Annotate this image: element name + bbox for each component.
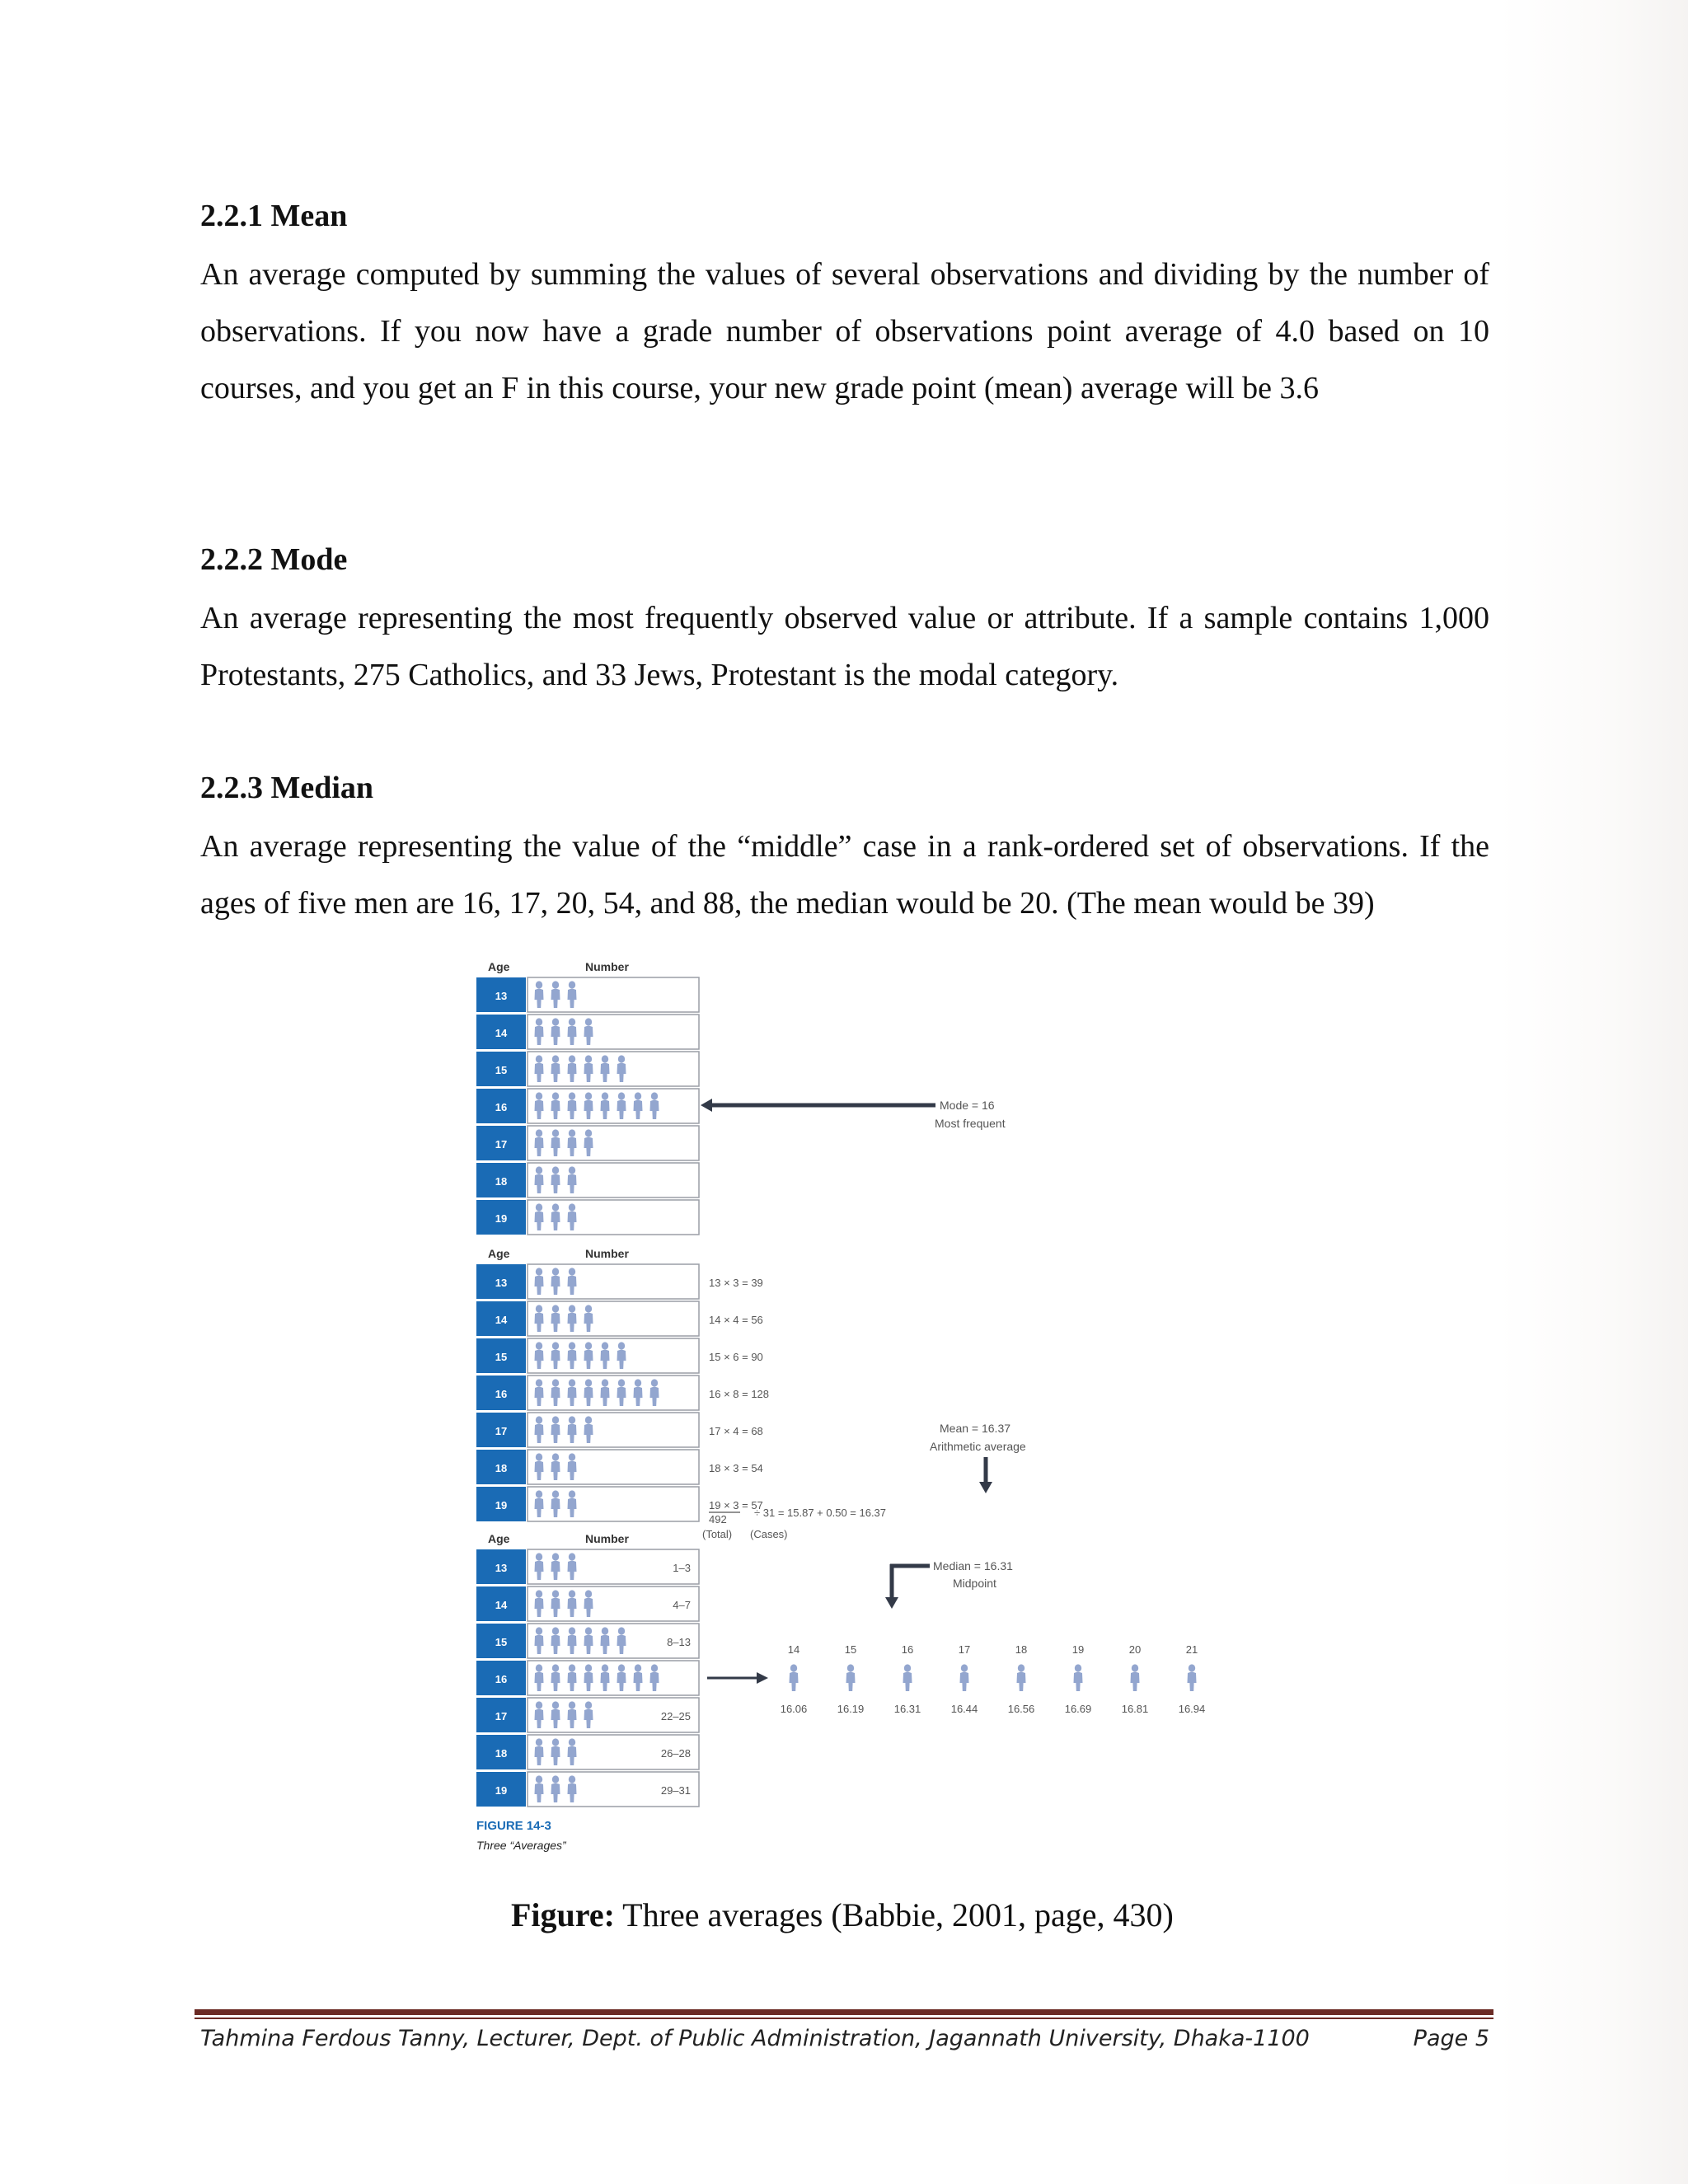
number-column-header: Number	[585, 1532, 629, 1545]
age-column-header: Age	[488, 1532, 510, 1545]
age-label: 19	[495, 1212, 508, 1225]
case-person-icon	[1017, 1664, 1026, 1691]
age-label: 17	[495, 1138, 508, 1151]
age-label: 18	[495, 1462, 508, 1474]
median-arrow-head	[885, 1597, 898, 1609]
mean-sub-label: Arithmetic average	[930, 1440, 1026, 1453]
case-value: 16.56	[1007, 1703, 1035, 1715]
figure-title-label: Three “Averages”	[476, 1839, 566, 1852]
age-label: 15	[495, 1064, 508, 1076]
age-label: 14	[495, 1314, 508, 1326]
age-label: 14	[495, 1027, 508, 1039]
page-margin-shading	[1498, 0, 1688, 2184]
mean-paragraph: An average computed by summing the values of several observations and dividing by the number of observations. If you now have a grade number of observations point average of 4.0 based on 10 courses, and you get an F in this course, your new grade point (mean) average will be 3.6	[200, 257, 1489, 405]
mode-sub-label: Most frequent	[935, 1117, 1006, 1130]
case-person-icon	[903, 1664, 912, 1691]
case-person-icon	[1131, 1664, 1140, 1691]
mode-label: Mode = 16	[940, 1099, 995, 1112]
product-text: 17 × 4 = 68	[709, 1425, 763, 1437]
age-label: 13	[495, 1277, 508, 1289]
age-label: 18	[495, 1747, 508, 1760]
age-label: 17	[495, 1425, 508, 1437]
mean-arrow-head	[979, 1482, 992, 1493]
range-text: 29–31	[660, 1784, 691, 1797]
mode-paragraph: An average representing the most frequently observed value or attribute. If a sample contains 1,000 Protestants, 275 Catholics, and 33 Jews, Protestant is the modal category.	[200, 601, 1489, 692]
median-sub-label: Midpoint	[953, 1577, 996, 1590]
case-value: 16.44	[950, 1703, 978, 1715]
caption-text: Three averages (Babbie, 2001, page, 430)	[614, 1896, 1174, 1933]
mode-arrow-head	[701, 1099, 712, 1112]
page-footer	[200, 2026, 1489, 2051]
case-person-icon	[960, 1664, 969, 1691]
age-label: 15	[495, 1351, 508, 1363]
figure-number-label: FIGURE 14-3	[476, 1819, 551, 1833]
case-number: 15	[844, 1643, 857, 1656]
case-number: 18	[1015, 1643, 1028, 1656]
cases-label: (Cases)	[750, 1528, 788, 1540]
age-label: 15	[495, 1636, 508, 1648]
age-label: 16	[495, 1101, 508, 1113]
case-person-icon	[1188, 1664, 1197, 1691]
age-label: 16	[495, 1673, 508, 1685]
range-text: 4–7	[673, 1599, 691, 1611]
product-text: 14 × 4 = 56	[709, 1314, 763, 1326]
age-label: 19	[495, 1499, 508, 1511]
mean-label: Mean = 16.37	[940, 1422, 1011, 1435]
age-label: 14	[495, 1599, 508, 1611]
case-value: 16.31	[893, 1703, 921, 1715]
product-text: 16 × 8 = 128	[709, 1388, 770, 1400]
three-averages-figure	[470, 956, 1220, 1863]
case-number: 20	[1128, 1643, 1142, 1656]
median-paragraph: An average representing the value of the “middle” case in a rank-ordered set of observations. If the ages of five men are 16, 17, 20, 54, and 88, the median would be 20. (The mean would be 39)	[200, 829, 1489, 921]
case-person-icon	[1074, 1664, 1083, 1691]
case-value: 16.69	[1064, 1703, 1092, 1715]
range-text: 8–13	[667, 1636, 691, 1648]
product-text: 18 × 3 = 54	[709, 1462, 763, 1474]
case-value: 16.81	[1121, 1703, 1149, 1715]
number-column-header: Number	[585, 960, 629, 973]
case-value: 16.19	[837, 1703, 865, 1715]
age-column-header: Age	[488, 960, 510, 973]
number-column-header: Number	[585, 1247, 629, 1260]
age-label: 13	[495, 990, 508, 1002]
age-column-header: Age	[488, 1247, 510, 1260]
case-number: 21	[1185, 1643, 1198, 1656]
cases-arrow-head	[757, 1672, 768, 1684]
figure-caption	[511, 1896, 1174, 1934]
figure-panel-2	[476, 1247, 769, 1521]
case-number: 17	[958, 1643, 971, 1656]
mode-heading: 2.2.2 Mode	[200, 542, 348, 577]
case-number: 14	[787, 1643, 800, 1656]
range-text: 1–3	[673, 1562, 691, 1574]
age-label: 19	[495, 1784, 508, 1797]
figure-panel-3	[476, 1532, 699, 1807]
figure-panel-1	[476, 960, 699, 1235]
case-person-icon	[790, 1664, 799, 1691]
age-label: 18	[495, 1175, 508, 1188]
age-label: 17	[495, 1710, 508, 1722]
case-number: 16	[901, 1643, 914, 1656]
case-number: 19	[1071, 1643, 1085, 1656]
page-number: Page 5	[1413, 2026, 1489, 2051]
case-value: 16.94	[1178, 1703, 1206, 1715]
footer-author: Tahmina Ferdous Tanny, Lecturer, Dept. of Public Administration, Jagannath University, Dhaka-1100	[200, 2026, 1310, 2051]
age-label: 13	[495, 1562, 508, 1574]
mean-heading: 2.2.1 Mean	[200, 199, 348, 233]
footer-rule-thin	[195, 2018, 1493, 2019]
total-label: (Total)	[702, 1528, 733, 1540]
footer-rule-thick	[195, 2009, 1493, 2015]
range-text: 26–28	[660, 1747, 691, 1760]
median-label: Median = 16.31	[933, 1559, 1013, 1572]
product-text: 19 × 3 = 57	[709, 1499, 763, 1511]
division-text: ÷ 31 = 15.87 + 0.50 = 16.37	[754, 1507, 887, 1519]
caption-label: Figure:	[511, 1896, 615, 1933]
product-text: 15 × 6 = 90	[709, 1351, 763, 1363]
total-value: 492	[709, 1513, 727, 1526]
range-text: 22–25	[660, 1710, 691, 1722]
age-label: 16	[495, 1388, 508, 1400]
product-text: 13 × 3 = 39	[709, 1277, 763, 1289]
case-person-icon	[846, 1664, 856, 1691]
median-heading: 2.2.3 Median	[200, 771, 374, 805]
case-value: 16.06	[780, 1703, 808, 1715]
